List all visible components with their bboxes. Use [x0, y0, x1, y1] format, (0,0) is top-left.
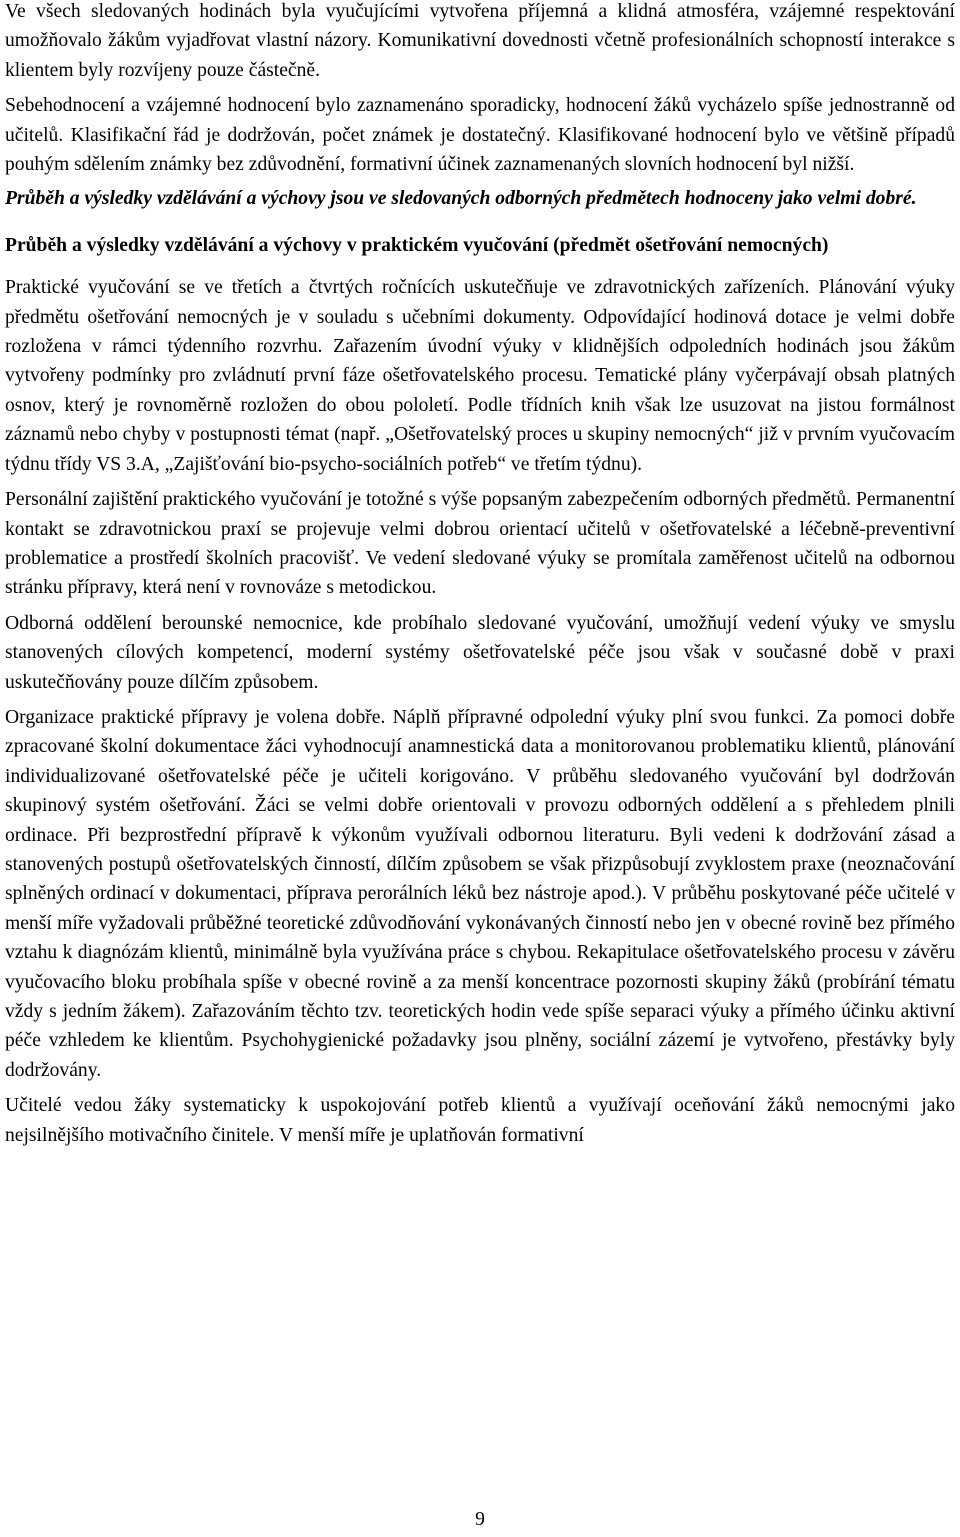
section-heading: Průběh a výsledky vzdělávání a výchovy v praktickém vyučování (předmět ošetřování nemocných) — [5, 234, 829, 256]
summary-statement: Průběh a výsledky vzdělávání a výchovy jsou ve sledovaných odborných předmětech hodnoceny jako velmi dobré. — [5, 188, 917, 210]
paragraph-organization: Organizace praktické přípravy je volena dobře. Náplň přípravné odpolední výuky plní svou funkci. Za pomoci dobře zpracované školní dokumentace žáci vyhodnocují anamnestická data a monitorovanou problematiku klientů, plánování individualizované ošetřovatelské péče je učiteli korigováno. V průběhu sledovaného vyučování byl dodržován skupinový systém ošetřování. Žáci se velmi dobře orientovali v provozu odborných oddělení a s přehledem plnili ordinace. Při bezprostřední přípravě k výkonům využívali odbornou literaturu. Byli vedeni k dodržování zásad a stanovených postupů ošetřovatelských činností, dílčím způsobem se však přizpůsobují zvyklostem praxe (neoznačování splněných ordinací v dokumentaci, příprava perorálních léků bez nástroje apod.). V průběhu poskytované péče učitelé v menší míře vyžadovali průběžné teoretické zdůvodňování vykonávaných činností nebo jen v obecné rovině bez přímého vztahu k diagnózám klientů, minimálně byla využívána práce s chybou. Rekapitulace ošetřovatelského procesu v závěru vyučovacího bloku probíhala spíše v obecné rovině a za menší koncentrace pozornosti skupiny žáků (probírání tématu vždy s jedním žákem). Zařazováním těchto tzv. teoretických hodin vede spíše separaci výuky a přímého účinku aktivní péče vzhledem ke klientům. Psychohygienické požadavky jsou plněny, sociální zázemí je vytvořeno, přestávky byly dodržovány. — [5, 706, 955, 1081]
paragraph-practical-teaching: Praktické vyučování se ve třetích a čtvrtých ročnících uskutečňuje ve zdravotnických zařízeních. Plánování výuky předmětu ošetřování nemocných je v souladu s učebními dokumenty. Odpovídající hodinová dotace je velmi dobře rozložena v rámci týdenního rozvrhu. Zařazením úvodní výuky v klidnějších odpoledních hodinách jsou žákům vytvořeny podmínky pro zvládnutí první fáze ošetřovatelského procesu. Tematické plány vyčerpávají obsah platných osnov, který je rovnoměrně rozložen do obou pololetí. Podle třídních knih však lze usuzovat na jistou formálnost záznamů nebo chyby v postupnosti témat (např. „Ošetřovatelský proces u skupiny nemocných“ již v prvním vyučovacím týdnu třídy VS 3.A, „Zajišťování bio-psycho-sociálních potřeb“ ve třetím týdnu). — [5, 277, 955, 475]
paragraph-hospital-departments: Odborná oddělení berounské nemocnice, kde probíhalo sledované vyučování, umožňují vedení výuky ve smyslu stanovených cílových kompetencí, moderní systémy ošetřovatelské péče jsou však v současné době v praxi uskutečňovány pouze dílčím způsobem. — [5, 612, 955, 693]
paragraph-evaluation: Sebehodnocení a vzájemné hodnocení bylo zaznamenáno sporadicky, hodnocení žáků vycházelo spíše jednostranně od učitelů. Klasifikační řád je dodržován, počet známek je dostatečný. Klasifikované hodnocení bylo ve většině případů pouhým sdělením známky bez zdůvodnění, formativní účinek zaznamenaných slovních hodnocení byl nižší. — [5, 95, 955, 176]
document-page — [5, 0, 955, 1150]
paragraph-motivation: Učitelé vedou žáky systematicky k uspokojování potřeb klientů a využívají oceňování žáků nemocnými jako nejsilnějšího motivačního činitele. V menší míře je uplatňován formativní — [5, 1095, 955, 1146]
paragraph-staffing: Personální zajištění praktického vyučování je totožné s výše popsaným zabezpečením odborných předmětů. Permanentní kontakt se zdravotnickou praxí se projevuje velmi dobrou orientací učitelů v ošetřovatelské a léčebně-preventivní problematice a prostředí školních pracovišť. Ve vedení sledované výuky se promítala zaměřenost učitelů na odbornou stránku přípravy, která není v rovnováze s metodickou. — [5, 489, 955, 599]
page-number: 9 — [475, 1509, 485, 1530]
paragraph-atmosphere: Ve všech sledovaných hodinách byla vyučujícími vytvořena příjemná a klidná atmosféra, vzájemné respektování umožňovalo žákům vyjadřovat vlastní názory. Komunikativní dovednosti včetně profesionálních schopností interakce s klientem byly rozvíjeny pouze částečně. — [5, 1, 955, 81]
